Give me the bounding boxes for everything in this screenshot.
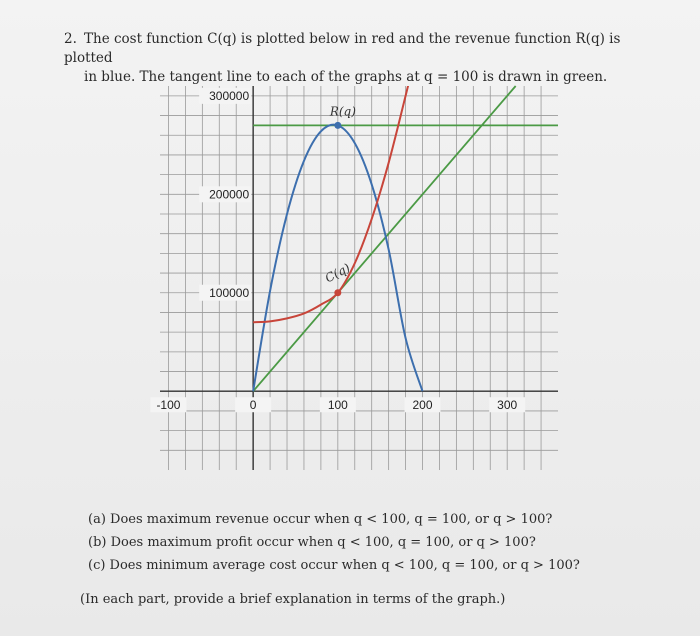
x-tick-label: 0 [249,398,257,413]
x-tick-label: -100 [156,398,181,413]
x-tick-label: 200 [412,398,433,413]
y-tick-label: 100000 [209,285,250,300]
tangent-point [334,122,341,129]
question-a: (a) Does maximum revenue occur when q < 100, q = 100, or q > 100? [88,512,553,527]
revenue-annotation: R(q) [329,104,356,119]
instruction-note: (In each part, provide a brief explanation in terms of the graph.) [80,592,506,607]
cost-annotation: C(q) [322,260,353,286]
annotations [323,104,357,285]
x-tick-label: 300 [497,398,518,413]
x-tick-label: 100 [327,398,348,413]
y-tick-label: 300000 [209,88,250,103]
problem-number: 2. [64,31,77,47]
question-b: (b) Does maximum profit occur when q < 100, q = 100, or q > 100? [88,535,536,550]
problem-line-2: in blue. The tangent line to each of the graphs at q = 100 is drawn in green. [84,69,608,85]
axes [160,86,558,470]
grid [160,86,558,470]
questions [88,508,688,577]
tangent-point [334,289,341,296]
y-tick-label: 200000 [209,187,250,202]
problem-text-1: The cost function C(q) is plotted below in red and the revenue function R(q) is plotted [64,31,621,66]
tangent-line [253,86,516,391]
question-c: (c) Does minimum average cost occur when q < 100, q = 100, or q > 100? [88,558,580,573]
